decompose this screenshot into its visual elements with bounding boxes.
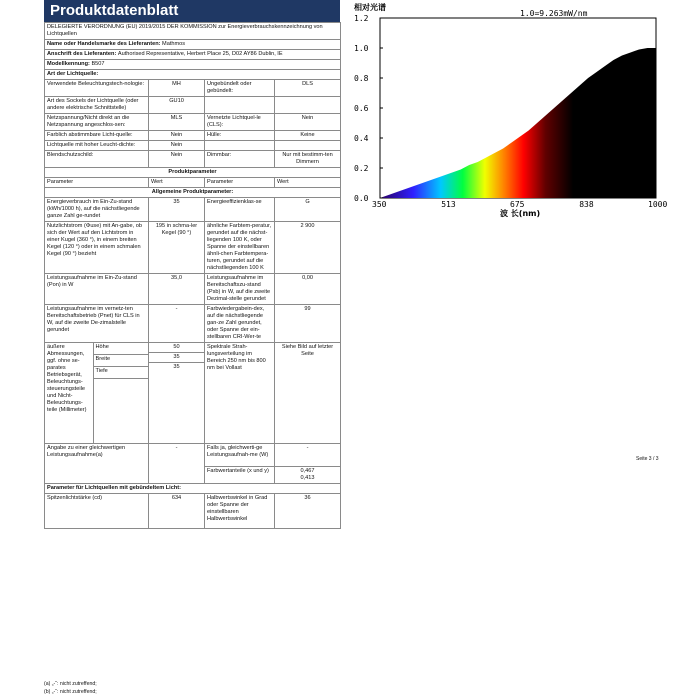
chart-title: 相对光谱	[354, 3, 386, 12]
rows-type-label: Farblich abstimmbare Licht-quelle:	[45, 131, 149, 141]
dim-width-value: 35	[149, 353, 204, 363]
equivalence-label: Angabe zu einer gleichwertigen Leistungsaufnahme(a)	[45, 444, 149, 484]
rows-type-label-2: Ungebündelt oder gebündelt:	[205, 80, 275, 97]
sheet-title: Produktdatenblatt	[44, 0, 340, 22]
chromaticity-label: Farbwertanteile (x und y)	[205, 467, 275, 484]
dim-depth-label: Tiefe	[93, 366, 148, 378]
rows-type-label-2	[205, 141, 275, 151]
rows-type-value: GU10	[149, 97, 205, 114]
rows-type-value-2	[275, 141, 341, 151]
x-tick-label: 1000	[648, 200, 668, 209]
model-row: Modellkennung: B507	[45, 60, 341, 70]
beam-angle-label: Halbwertswinkel in Grad oder Spanne der einstellbaren Halbwertswinkel	[205, 494, 275, 529]
dimensions-cell	[45, 343, 149, 444]
peak-intensity-label: Spitzenlichtstärke (cd)	[45, 494, 149, 529]
y-tick-label: 1.2	[354, 14, 369, 23]
rows-general-value-2: 2 900	[275, 222, 341, 274]
rows-type-value-2	[275, 97, 341, 114]
beam-angle-value: 36	[275, 494, 341, 529]
dim-width-label: Breite	[93, 354, 148, 366]
y-tick-label: 0.2	[354, 164, 369, 173]
rows-type-value: MH	[149, 80, 205, 97]
rows-type-label-2	[205, 97, 275, 114]
rows-type-value: Nein	[149, 151, 205, 168]
x-tick-label: 513	[441, 200, 456, 209]
y-tick-label: 0.8	[354, 74, 369, 83]
rows-type-value-2: Nur mit bestimm-ten Dimmern	[275, 151, 341, 168]
rows-type-label-2: Hülle:	[205, 131, 275, 141]
rows-general-label: Energieverbrauch im Ein-Zu-stand (kWh/1000 h), auf die nächstliegende ganze Zahl ge-rundet	[45, 198, 149, 222]
dim-height-label: Höhe	[93, 343, 148, 354]
rows-general-label-2: Leistungsaufnahme im Bereitschaftszu-stand (Psb) in W, auf die zweite Dezimal-stelle gerundet	[205, 274, 275, 305]
dim-height-value: 50	[149, 343, 204, 353]
rows-general-value-2: 0,00	[275, 274, 341, 305]
x-tick-label: 675	[510, 200, 525, 209]
regulation-text: DELEGIERTE VERORDNUNG (EU) 2019/2015 DER KOMMISSION zur Energieverbrauchskennzeichnung von Lichtquellen	[45, 23, 341, 40]
rows-general-label: Leistungsaufnahme im vernetz-ten Bereitschaftsbetrieb (Pnet) für CLS in W, auf die zweite De-zimalstelle gerundet	[45, 305, 149, 343]
dim-depth-value: 35	[173, 364, 180, 370]
supplier-name-row: Name oder Handelsmarke des Lieferanten: Mathmos	[45, 40, 341, 50]
rows-general-value: -	[149, 305, 205, 343]
chromaticity-values: 0,467 0,413	[275, 467, 341, 484]
col-header-value: Wert	[149, 178, 205, 188]
rows-type-label: Art des Sockels der Lichtquelle (oder andere elektrische Schnittstelle)	[45, 97, 149, 114]
rows-general-label-2: Energieeffizienklas-se	[205, 198, 275, 222]
y-tick-label: 0.6	[354, 104, 369, 113]
y-tick-label: 1.0	[354, 44, 369, 53]
col-header-parameter: Parameter	[45, 178, 149, 188]
rows-general-value-2: 99	[275, 305, 341, 343]
spectrum-chart	[350, 0, 668, 220]
x-tick-label: 350	[372, 200, 387, 209]
rows-type-value-2: DLS	[275, 80, 341, 97]
x-axis-label: 波 长(nm)	[500, 209, 541, 218]
equivalence-value: -	[149, 444, 205, 484]
page-number: Seite 3 / 3	[636, 456, 659, 462]
data-table	[44, 22, 341, 529]
rows-general-label-2: Farbwiedergabein-dex, auf die nächstliegende gan-ze Zahl gerundet, oder Spanne der ein-stellbaren CRI-Wer-te	[205, 305, 275, 343]
general-parameters-heading: Allgemeine Produktparameter:	[45, 188, 341, 198]
rows-type-label: Blendschutzschild:	[45, 151, 149, 168]
rows-general-value: 195 in schma-ler Kegel (90 °)	[149, 222, 205, 274]
spectral-label: Spektrale Strah-lungsverteilung im Bereich 250 nm bis 800 nm bei Vollast	[205, 343, 275, 444]
dimensions-label: äußere Abmessungen, ggf. ohne se-parates Betriebsgerät, Beleuchtungs-steuerungsteile und Nicht-Beleuchtungs-teile (Millimeter)	[45, 343, 93, 443]
x-tick-label: 838	[579, 200, 594, 209]
rows-general-label-2: ähnliche Farbtem-peratur, gerundet auf die nächst-liegenden 100 K, oder Spanne der einstellbaren ähnli-chen Farbtempera-turen, gerundet auf die nächstliegenden 100 K	[205, 222, 275, 274]
rows-type-value-2: Nein	[275, 114, 341, 131]
y-tick-label: 0.4	[354, 134, 369, 143]
rows-general-value: 35	[149, 198, 205, 222]
peak-intensity-value: 634	[149, 494, 205, 529]
rows-general-value: 35,0	[149, 274, 205, 305]
col-header-parameter-2: Parameter	[205, 178, 275, 188]
rows-type-label-2: Vernetzte Lichtquel-le (CLS):	[205, 114, 275, 131]
equivalent-power-value: -	[275, 444, 341, 467]
rows-type-label: Verwendete Beleuchtungstech-nologie:	[45, 80, 149, 97]
rows-general-value-2: G	[275, 198, 341, 222]
rows-type-value-2: Keine	[275, 131, 341, 141]
rows-type-label-2: Dimmbar:	[205, 151, 275, 168]
rows-type-value: Nein	[149, 131, 205, 141]
footnote-a: (a) „-“: nicht zutreffend;	[44, 681, 97, 687]
y-tick-label: 0.0	[354, 194, 369, 203]
equivalent-power-label: Falls ja, gleichwerti-ge Leistungsaufnah-me (W)	[205, 444, 275, 467]
rows-type-value: Nein	[149, 141, 205, 151]
rows-type-value: MLS	[149, 114, 205, 131]
footnote-b: (b) „-“: nicht zutreffend;	[44, 689, 97, 695]
col-header-value-2: Wert	[275, 178, 341, 188]
spectrum-chart-svg	[350, 0, 668, 220]
product-parameters-heading: Produktparameter	[45, 168, 341, 178]
rows-general-label: Leistungsaufnahme im Ein-Zu-stand (Pon) in W	[45, 274, 149, 305]
light-source-type-heading: Art der Lichtquelle:	[45, 70, 341, 80]
chart-annotation: 1.0=9.263mW/nm	[520, 9, 588, 18]
product-data-sheet	[44, 0, 340, 529]
rows-type-label: Netzspannung/Nicht direkt an die Netzspannung angeschlos-sen:	[45, 114, 149, 131]
rows-general-label: Nutzlichtstrom (Φuse) mit An-gabe, ob sich der Wert auf den Lichtstrom in einer Kugel (360 °), in einem breiten Kegel (120 °) oder in einem schmalen Kegel (90 °) bezieht	[45, 222, 149, 274]
supplier-address-row: Anschrift des Lieferanten: Authorised Representative, Herbert Place 25, D02 AY86 Dublin, IE	[45, 50, 341, 60]
footnotes	[44, 680, 97, 696]
directional-heading: Parameter für Lichtquellen mit gebündeltem Licht:	[45, 484, 341, 494]
dimensions-values	[149, 343, 205, 444]
spectral-value: Siehe Bild auf letzter Seite	[275, 343, 341, 444]
rows-type-label: Lichtquelle mit hoher Leucht-dichte:	[45, 141, 149, 151]
